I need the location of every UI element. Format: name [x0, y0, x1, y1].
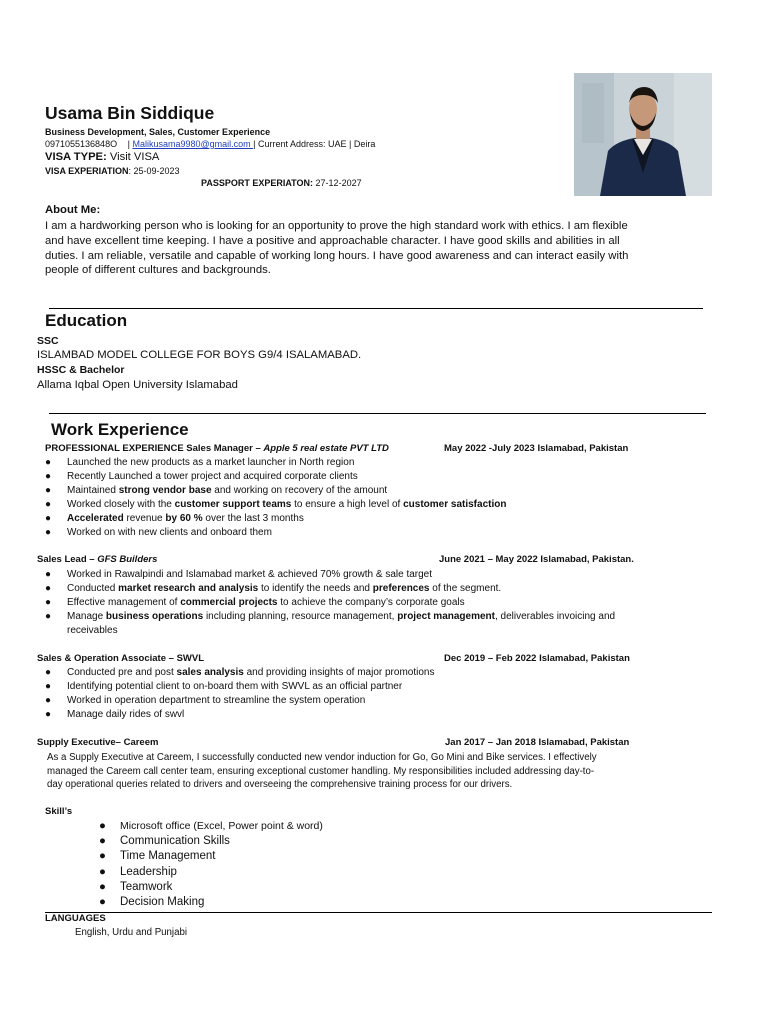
bullet-text: Manage daily rides of swvl	[67, 709, 185, 720]
job2-company: GFS Builders	[97, 554, 158, 565]
job4-description	[47, 751, 597, 792]
text-run-bold: by 60 %	[165, 513, 203, 524]
job3-dates: Dec 2019 – Feb 2022 Islamabad, Pakistan	[444, 653, 630, 664]
about-text	[45, 219, 725, 278]
current-address: | Current Address: UAE | Deira	[253, 139, 376, 149]
bullet-text	[67, 666, 434, 680]
bullet: ●	[45, 527, 52, 538]
bullet-text	[67, 484, 387, 498]
work-title: Work Experience	[51, 420, 189, 439]
text-run: to ensure a high level of	[291, 499, 404, 510]
about-title: About Me:	[45, 204, 101, 216]
job1-dates: May 2022 -July 2023 Islamabad, Pakistan	[444, 443, 629, 454]
text-run-bold: commercial projects	[180, 597, 278, 608]
job4-line: managed the Careem call center team, ensuring exceptional customer handling. My responsibilities included addressing day-to-	[47, 765, 595, 777]
phone-number: 0971055136848O	[45, 139, 118, 149]
visa-type-value: Visit VISA	[109, 151, 160, 163]
text-run: Worked closely with the	[67, 499, 175, 510]
text-run-bold: Accelerated	[67, 513, 124, 524]
text-run: Effective management of	[67, 597, 181, 608]
bullet-text: Worked in operation department to streamline the system operation	[67, 695, 366, 706]
section-divider	[49, 413, 706, 414]
hssc-label: HSSC & Bachelor	[37, 364, 125, 376]
text-run-bold: market research and analysis	[118, 583, 259, 594]
bullet-text: Launched the new products as a market launcher in North region	[67, 457, 355, 468]
job3-role: Sales & Operation Associate – SWVL	[37, 653, 205, 664]
text-run: and working on recovery of the amount	[211, 485, 388, 496]
job1-heading	[45, 443, 389, 454]
bullet: ●	[45, 583, 52, 594]
bullet: ●	[99, 866, 106, 878]
text-run-bold: customer satisfaction	[403, 499, 507, 510]
visa-type	[45, 151, 159, 163]
text-run: , deliverables invoicing and	[495, 611, 616, 622]
bullet-text	[67, 498, 506, 512]
job4-line: day operational queries related to drivers and overseeing the comprehensive training process for our drivers.	[47, 779, 513, 790]
languages-value: English, Urdu and Punjabi	[75, 927, 188, 938]
text-run: including planning, resource management,	[203, 611, 398, 622]
bullet: ●	[45, 513, 52, 524]
bullet: ●	[45, 709, 52, 720]
text-run: Manage	[67, 611, 106, 622]
bullet: ●	[45, 681, 52, 692]
visa-expiration	[45, 166, 180, 176]
text-run-bold: strong vendor base	[118, 485, 212, 496]
bullet: ●	[99, 820, 106, 832]
skill-text: Teamwork	[120, 881, 173, 893]
languages-title: LANGUAGES	[45, 913, 106, 924]
skill-text: Communication Skills	[120, 835, 230, 847]
passport-value: 27-12-2027	[315, 178, 362, 188]
bullet: ●	[45, 597, 52, 608]
bullet: ●	[99, 896, 106, 908]
skill-text: Leadership	[120, 866, 177, 878]
skill-text: Time Management	[120, 850, 216, 862]
job2-dates: June 2021 – May 2022 Islamabad, Pakistan.	[439, 554, 634, 565]
candidate-name: Usama Bin Siddique	[45, 103, 215, 123]
bullet-text	[67, 512, 304, 526]
about-line: I am a hardworking person who is looking for an opportunity to prove the high standard work with ethics. I am flexible	[45, 220, 628, 232]
text-run: revenue	[123, 513, 166, 524]
bullet-text: Worked on with new clients and onboard them	[67, 527, 272, 538]
bullet-text: Worked in Rawalpindi and Islamabad market & achieved 70% growth & sale target	[67, 569, 433, 580]
text-run: Conducted	[67, 583, 119, 594]
profile-photo	[574, 73, 712, 196]
text-run-bold: customer support teams	[174, 499, 292, 510]
visa-exp-label: VISA EXPERIATION	[45, 166, 129, 176]
text-run: of the segment.	[429, 583, 502, 594]
bullet: ●	[45, 611, 52, 622]
skills-title: Skill’s	[45, 806, 73, 817]
bullet: ●	[45, 695, 52, 706]
tagline: Business Development, Sales, Customer Experience	[45, 127, 271, 137]
hssc-school: Allama Iqbal Open University Islamabad	[37, 379, 238, 391]
education-title: Education	[45, 311, 128, 330]
bullet: ●	[45, 485, 52, 496]
job2-heading	[37, 554, 157, 565]
text-run: to achieve the company’s corporate goals	[277, 597, 465, 608]
section-divider	[45, 912, 712, 913]
visa-exp-value: : 25-09-2023	[128, 166, 180, 176]
text-run: and providing insights of major promotions	[243, 667, 435, 678]
bullet-text	[67, 596, 465, 610]
bullet-text	[67, 582, 501, 596]
section-divider	[49, 308, 703, 309]
visa-type-label: VISA TYPE:	[45, 151, 107, 163]
bullet-text: Recently Launched a tower project and acquired corporate clients	[67, 471, 358, 482]
text-run: Conducted pre and post	[67, 667, 177, 678]
ssc-school: ISLAMBAD MODEL COLLEGE FOR BOYS G9/4 ISALAMABAD.	[37, 349, 362, 361]
bullet: ●	[99, 850, 106, 862]
skill-text: Decision Making	[120, 896, 205, 908]
skill-text: Microsoft office (Excel, Power point & word)	[120, 820, 323, 832]
text-run: over the last 3 months	[202, 513, 304, 524]
job4-dates: Jan 2017 – Jan 2018 Islamabad, Pakistan	[445, 737, 630, 748]
bullet: ●	[45, 471, 52, 482]
text-run: to identify the needs and	[258, 583, 373, 594]
about-line: people of different cultures and backgrounds.	[45, 264, 271, 277]
bullet-text: Identifying potential client to on-board them with SWVL as an official partner	[67, 681, 403, 692]
ssc-label: SSC	[37, 335, 59, 347]
bullet: ●	[45, 499, 52, 510]
text-run: Maintained	[67, 485, 119, 496]
about-line: duties. I am reliable, versatile and capable of working long hours. I have good awareness and can interact easily with	[45, 249, 629, 262]
text-run-bold: preferences	[372, 583, 430, 594]
text-run-bold: business operations	[105, 611, 204, 622]
text-run-bold: sales analysis	[176, 667, 244, 678]
job2-role: Sales Lead –	[37, 554, 98, 565]
about-line: and have excellent time keeping. I have a positive and approachable character. I have good skills and abilities in all	[45, 234, 620, 247]
passport-label: PASSPORT EXPERIATON:	[201, 178, 314, 188]
bullet: ●	[45, 569, 52, 580]
job1-role: PROFESSIONAL EXPERIENCE Sales Manager –	[45, 443, 264, 454]
contact-line	[45, 139, 375, 149]
bullet: ●	[99, 835, 106, 847]
separator: |	[127, 139, 130, 149]
bullet: ●	[99, 881, 106, 893]
bullet: ●	[45, 667, 52, 678]
passport-expiration	[201, 178, 362, 188]
bullet: ●	[45, 457, 52, 468]
job4-role: Supply Executive– Careem	[37, 737, 159, 748]
job1-company: Apple 5 real estate PVT LTD	[263, 443, 389, 454]
email-link[interactable]: Malikusama9980@gmail.com	[132, 139, 254, 149]
job4-line: As a Supply Executive at Careem, I successfully conducted new vendor induction for Go, Go Mini and Bike services. I effectively	[47, 752, 597, 763]
text-run-bold: project management	[397, 611, 495, 622]
bullet-text	[67, 610, 615, 624]
bullet-text: receivables	[67, 625, 118, 636]
